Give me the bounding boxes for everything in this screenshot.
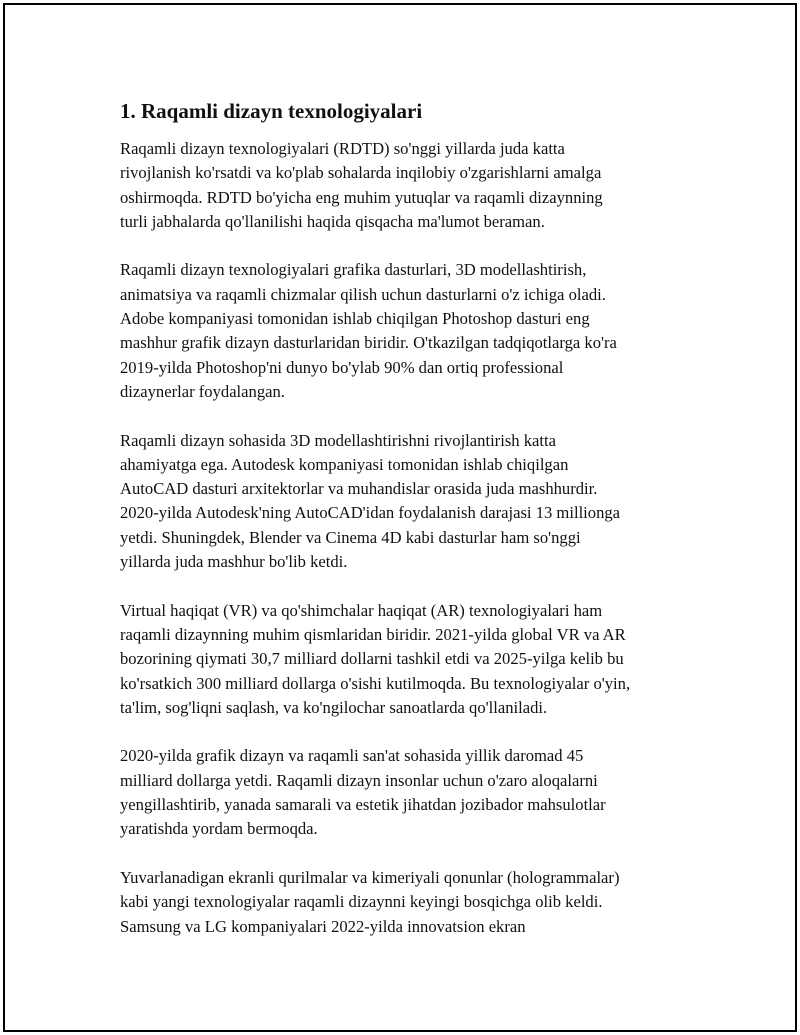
paragraph-line: yetdi. Shuningdek, Blender va Cinema 4D kabi dasturlar ham so'nggi [120, 527, 581, 547]
paragraph-line: rivojlanish ko'rsatdi va ko'plab sohalarda inqilobiy o'zgarishlarni amalga [120, 163, 602, 183]
paragraph-line: Virtual haqiqat (VR) va qo'shimchalar haqiqat (AR) texnologiyalari ham [120, 600, 603, 620]
paragraph-line: animatsiya va raqamli chizmalar qilish uchun dasturlarni o'z ichiga oladi. [120, 284, 606, 304]
paragraph-line: 2020-yilda grafik dizayn va raqamli san'at sohasida yillik daromad 45 [120, 746, 584, 766]
paragraph-line: milliard dollarga yetdi. Raqamli dizayn insonlar uchun o'zaro aloqalarni [120, 770, 598, 790]
paragraph-line: yaratishda yordam bermoqda. [120, 819, 318, 839]
paragraph-line: bozorining qiymati 30,7 milliard dollarni tashkil etdi va 2025-yilga kelib bu [120, 649, 624, 669]
paragraph-line: Raqamli dizayn texnologiyalari (RDTD) so'nggi yillarda juda katta [120, 139, 565, 158]
paragraph-line: 2020-yilda Autodesk'ning AutoCAD'idan foydalanish darajasi 13 millionga [120, 503, 621, 523]
paragraph-line: AutoCAD dasturi arxitektorlar va muhandislar orasida juda mashhurdir. [120, 479, 598, 499]
paragraph-line: kabi yangi texnologiyalar raqamli dizaynni keyingi bosqichga olib keldi. [120, 892, 603, 912]
paragraph [120, 137, 720, 234]
section-heading: 1. Raqamli dizayn texnologiyalari [120, 99, 423, 123]
paragraph [120, 258, 720, 404]
paragraph-line: ta'lim, sog'liqni saqlash, va ko'ngilochar sanoatlarda qo'llaniladi. [120, 697, 548, 717]
paragraph-line: yillarda juda mashhur bo'lib ketdi. [120, 552, 348, 572]
paragraph-line: mashhur grafik dizayn dasturlaridan biridir. O'tkazilgan tadqiqotlarga ko'ra [120, 333, 617, 353]
paragraph-line: ahamiyatga ega. Autodesk kompaniyasi tomonidan ishlab chiqilgan [120, 454, 569, 474]
paragraph-line: yengillashtirib, yanada samarali va estetik jihatdan jozibador mahsulotlar [120, 795, 606, 815]
paragraph-line: oshirmoqda. RDTD bo'yicha eng muhim yutuqlar va raqamli dizaynning [120, 187, 603, 207]
paragraph-line: 2019-yilda Photoshop'ni dunyo bo'ylab 90% dan ortiq professional [120, 357, 564, 377]
paragraph-line: Samsung va LG kompaniyalari 2022-yilda innovatsion ekran [120, 916, 526, 936]
paragraph-line: Raqamli dizayn texnologiyalari grafika dasturlari, 3D modellashtirish, [120, 260, 587, 280]
page-frame [3, 3, 797, 1032]
paragraph-line: ko'rsatkich 300 milliard dollarga o'sishi kutilmoqda. Bu texnologiyalar o'yin, [120, 673, 631, 693]
paragraph-list [120, 137, 720, 939]
paragraph [120, 599, 720, 720]
paragraph-line: Adobe kompaniyasi tomonidan ishlab chiqilgan Photoshop dasturi eng [120, 309, 590, 329]
paragraph [120, 866, 720, 939]
document-body [120, 97, 720, 963]
paragraph-line: turli jabhalarda qo'llanilishi haqida qisqacha ma'lumot beraman. [120, 211, 545, 231]
paragraph [120, 429, 720, 575]
paragraph-line: raqamli dizaynning muhim qismlaridan biridir. 2021-yilda global VR va AR [120, 624, 626, 644]
paragraph-line: dizaynerlar foydalangan. [120, 381, 285, 401]
paragraph-line: Yuvarlanadigan ekranli qurilmalar va kimeriyali qonunlar (hologrammalar) [120, 867, 620, 887]
paragraph [120, 744, 720, 841]
paragraph-line: Raqamli dizayn sohasida 3D modellashtirishni rivojlantirish katta [120, 430, 556, 450]
